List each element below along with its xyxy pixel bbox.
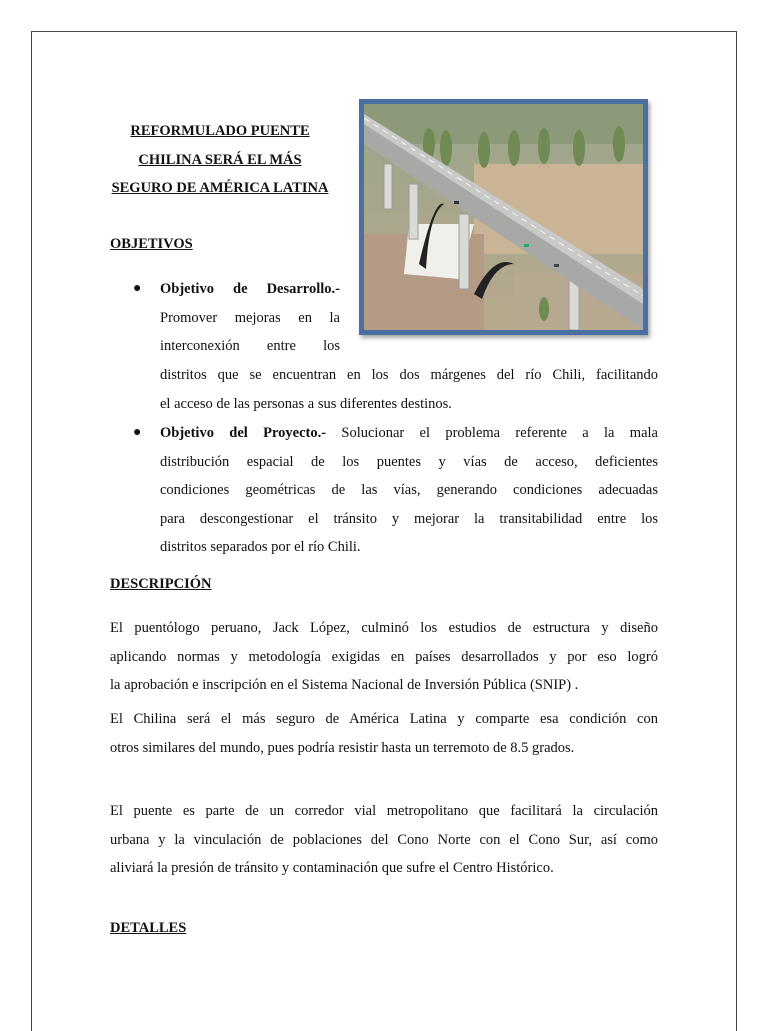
- objetivo-proyecto-line: distritos separados por el río Chili.: [160, 539, 361, 555]
- descripcion-paragraph-1: [110, 614, 658, 700]
- paragraph-line: El puentólogo peruano, Jack López, culminó los estudios de estructura y diseño: [110, 620, 658, 636]
- title-line-3: SEGURO DE AMÉRICA LATINA: [111, 180, 329, 196]
- objetivo-desarrollo-line: Promover mejoras en la: [160, 309, 340, 326]
- page-title: [100, 117, 340, 203]
- objetivo-desarrollo-line: distritos que se encuentran en los dos márgenes del río Chili, facilitando: [160, 367, 658, 383]
- objetivo-desarrollo-intro: [160, 275, 340, 361]
- objetivo-proyecto-label: Objetivo del Proyecto.-: [160, 425, 327, 441]
- paragraph-line: aplicando normas y metodología exigidas en países desarrollados y por eso logró: [110, 648, 658, 665]
- title-line-2: CHILINA SERÁ EL MÁS: [138, 151, 302, 168]
- bullet-icon: ●: [133, 281, 142, 296]
- bridge-photo: [359, 99, 648, 335]
- objetivo-proyecto-line: distribución espacial de los puentes y vías de acceso, deficientes: [160, 453, 658, 470]
- paragraph-line: aliviará la presión de tránsito y contaminación que sufre el Centro Histórico.: [110, 860, 554, 876]
- descripcion-paragraph-2: [110, 705, 658, 762]
- bridge-photo-icon: [364, 104, 643, 330]
- objetivo-proyecto-line: condiciones geométricas de las vías, generando condiciones adecuadas: [160, 482, 658, 498]
- bullet-icon: ●: [133, 425, 142, 440]
- heading-objetivos: OBJETIVOS: [110, 236, 193, 252]
- objetivo-proyecto: [160, 419, 658, 562]
- paragraph-line: El Chilina será el más seguro de América Latina y comparte esa condición con: [110, 711, 658, 727]
- heading-descripcion: DESCRIPCIÓN: [110, 576, 212, 592]
- objetivo-desarrollo-line: interconexión entre los: [160, 338, 340, 354]
- objetivo-desarrollo-label: Objetivo de Desarrollo.-: [160, 281, 340, 297]
- title-line-1: REFORMULADO PUENTE: [130, 123, 310, 139]
- paragraph-line: urbana y la vinculación de poblaciones del Cono Norte con el Cono Sur, así como: [110, 831, 658, 848]
- objetivo-desarrollo-line: el acceso de las personas a sus diferentes destinos.: [160, 395, 452, 412]
- objetivo-proyecto-line: para descongestionar el tránsito y mejorar la transitabilidad entre los: [160, 510, 658, 527]
- descripcion-paragraph-3: [110, 797, 658, 883]
- objetivo-desarrollo-rest: [160, 361, 658, 418]
- paragraph-line: otros similares del mundo, pues podría resistir hasta un terremoto de 8.5 grados.: [110, 739, 575, 756]
- paragraph-line: El puente es parte de un corredor vial metropolitano que facilitará la circulación: [110, 803, 658, 819]
- paragraph-line: la aprobación e inscripción en el Sistema Nacional de Inversión Pública (SNIP) .: [110, 677, 579, 693]
- heading-detalles: DETALLES: [110, 920, 187, 936]
- objetivo-proyecto-line: Solucionar el problema referente a la mala: [326, 425, 658, 441]
